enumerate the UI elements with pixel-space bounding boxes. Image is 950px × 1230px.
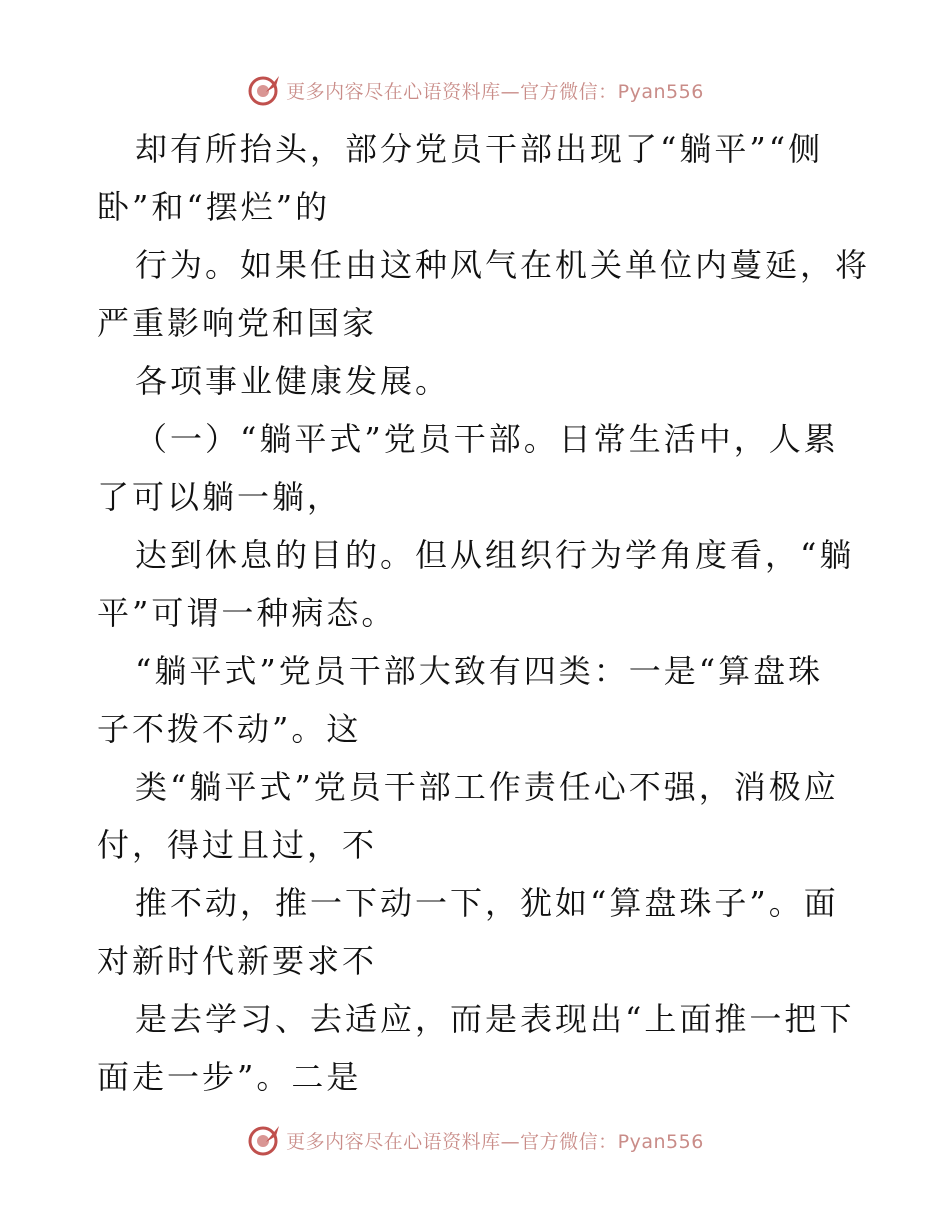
text-line: 达到休息的目的。但从组织行为学角度看，“躺 [135, 536, 855, 574]
text-line: 行为。如果任由这种风气在机关单位内蔓延，将 [135, 246, 871, 284]
text-line: 卧”和“摆烂”的 [97, 188, 331, 226]
quill-logo-icon [246, 72, 282, 108]
text-line: 推不动，推一下动一下，犹如“算盘珠子”。面 [135, 884, 839, 922]
text-line: 是去学习、去适应，而是表现出“上面推一把下 [135, 1000, 855, 1038]
text-line: 了可以躺一躺， [97, 478, 343, 516]
text-line: 子不拨不动”。这 [97, 710, 362, 748]
text-line: （一）“躺平式”党员干部。日常生活中，人累 [135, 420, 839, 458]
header-watermark-text: 更多内容尽在心语资料库—官方微信：Pyan556 [286, 80, 704, 103]
text-line: “躺平式”党员干部大致有四类：一是“算盘珠 [135, 652, 824, 690]
quill-logo-icon [246, 1122, 282, 1158]
text-line: 类“躺平式”党员干部工作责任心不强，消极应 [135, 768, 839, 806]
text-line: 却有所抬头，部分党员干部出现了“躺平”“侧 [135, 130, 824, 168]
footer-watermark [0, 1120, 950, 1160]
header-watermark [0, 70, 950, 110]
text-line: 面走一步”。二是 [97, 1058, 362, 1096]
document-body [97, 120, 871, 1106]
text-line: 平”可谓一种病态。 [97, 594, 397, 632]
text-line: 严重影响党和国家 [97, 304, 378, 342]
footer-watermark-text: 更多内容尽在心语资料库—官方微信：Pyan556 [286, 1130, 704, 1153]
text-line: 付，得过且过，不 [97, 826, 378, 864]
text-line: 对新时代新要求不 [97, 942, 378, 980]
text-line: 各项事业健康发展。 [135, 362, 451, 400]
